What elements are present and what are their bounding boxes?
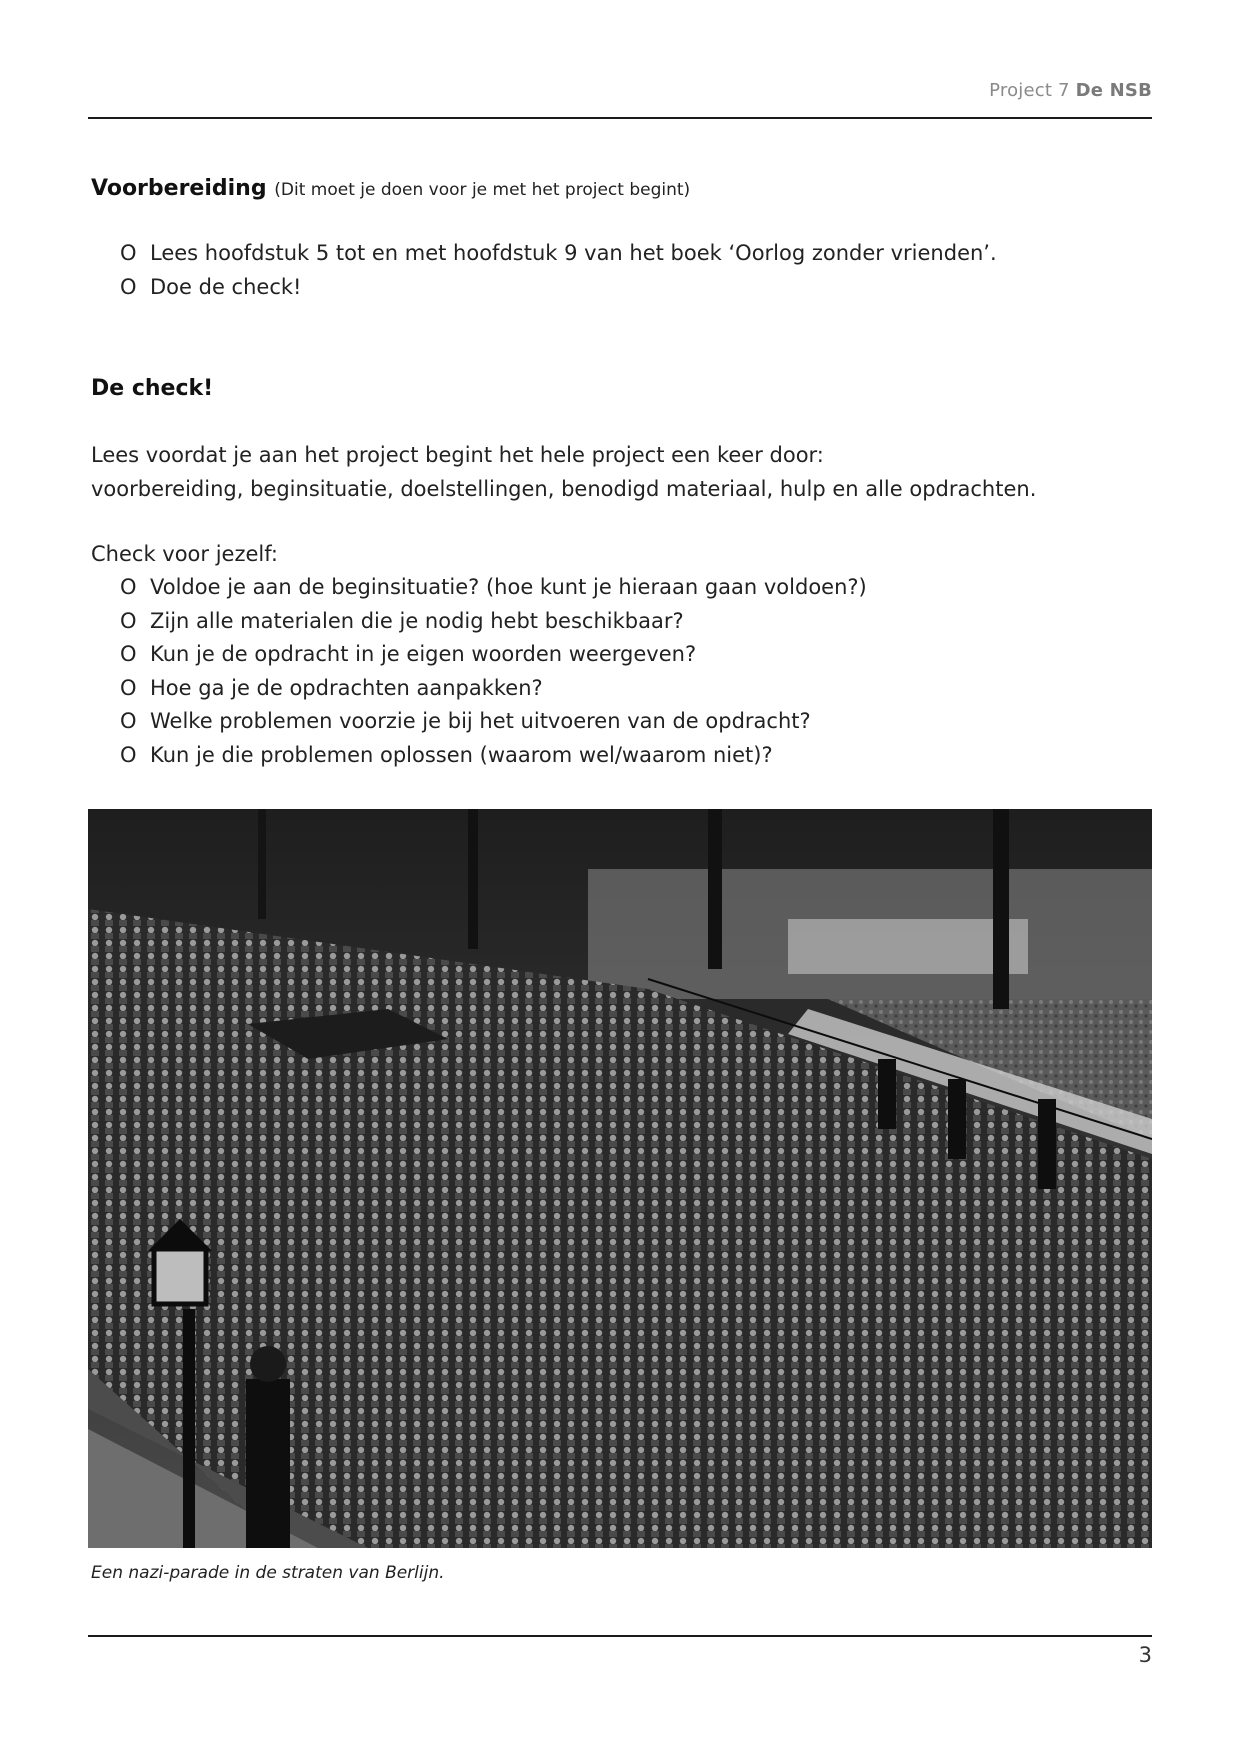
list-item	[120, 605, 867, 639]
checkbox-circle-icon: O	[120, 642, 137, 666]
checkbox-circle-icon: O	[120, 675, 137, 700]
checkbox-circle-icon: O	[120, 274, 137, 299]
list-item	[120, 571, 867, 605]
list-item-text: Hoe ga je de opdrachten aanpakken?	[150, 675, 543, 700]
parade-photo	[88, 809, 1152, 1548]
check-lead: Check voor jezelf:	[91, 542, 278, 566]
list-item-text: Lees hoofdstuk 5 tot en met hoofdstuk 9 van het boek ‘Oorlog zonder vrienden’.	[150, 241, 997, 265]
checkbox-circle-icon: O	[120, 575, 137, 599]
list-item-text: Welke problemen voorzie je bij het uitvoeren van de opdracht?	[150, 709, 811, 733]
checkbox-circle-icon: O	[120, 742, 137, 767]
list-item	[120, 271, 997, 305]
preparation-title: Voorbereiding	[91, 176, 267, 201]
list-item-text: Doe de check!	[150, 274, 302, 299]
parade-photo-illustration	[88, 809, 1152, 1548]
preparation-heading	[91, 176, 690, 201]
header-project-label: Project 7	[989, 80, 1076, 101]
list-item-text: Kun je de opdracht in je eigen woorden weergeven?	[150, 642, 697, 666]
footer-divider	[88, 1635, 1152, 1637]
header-divider	[88, 117, 1152, 119]
check-heading: De check!	[91, 376, 214, 401]
list-item-text: Kun je die problemen oplossen (waarom wel/waarom niet)?	[150, 742, 773, 767]
list-item	[120, 739, 867, 773]
checkbox-circle-icon: O	[120, 608, 137, 633]
list-item-text: Zijn alle materialen die je nodig hebt beschikbaar?	[150, 608, 684, 633]
list-item	[120, 705, 867, 739]
check-intro	[91, 439, 1036, 506]
list-item	[120, 672, 867, 706]
check-list	[120, 571, 867, 772]
preparation-list	[120, 237, 997, 304]
list-item-text: Voldoe je aan de beginsituatie? (hoe kunt je hieraan gaan voldoen?)	[150, 575, 867, 599]
running-header	[989, 80, 1152, 101]
check-intro-line-1: Lees voordat je aan het project begint het hele project een keer door:	[91, 443, 824, 467]
list-item	[120, 638, 867, 672]
page-number: 3	[1138, 1643, 1152, 1667]
list-item	[120, 237, 997, 271]
check-intro-line-2: voorbereiding, beginsituatie, doelstellingen, benodigd materiaal, hulp en alle opdrachten.	[91, 476, 1037, 501]
header-project-title: De NSB	[1075, 80, 1152, 101]
photo-caption: Een nazi-parade in de straten van Berlijn.	[91, 1563, 445, 1583]
preparation-subtitle: (Dit moet je doen voor je met het project begint)	[274, 180, 691, 200]
checkbox-circle-icon: O	[120, 709, 137, 733]
checkbox-circle-icon: O	[120, 241, 137, 265]
